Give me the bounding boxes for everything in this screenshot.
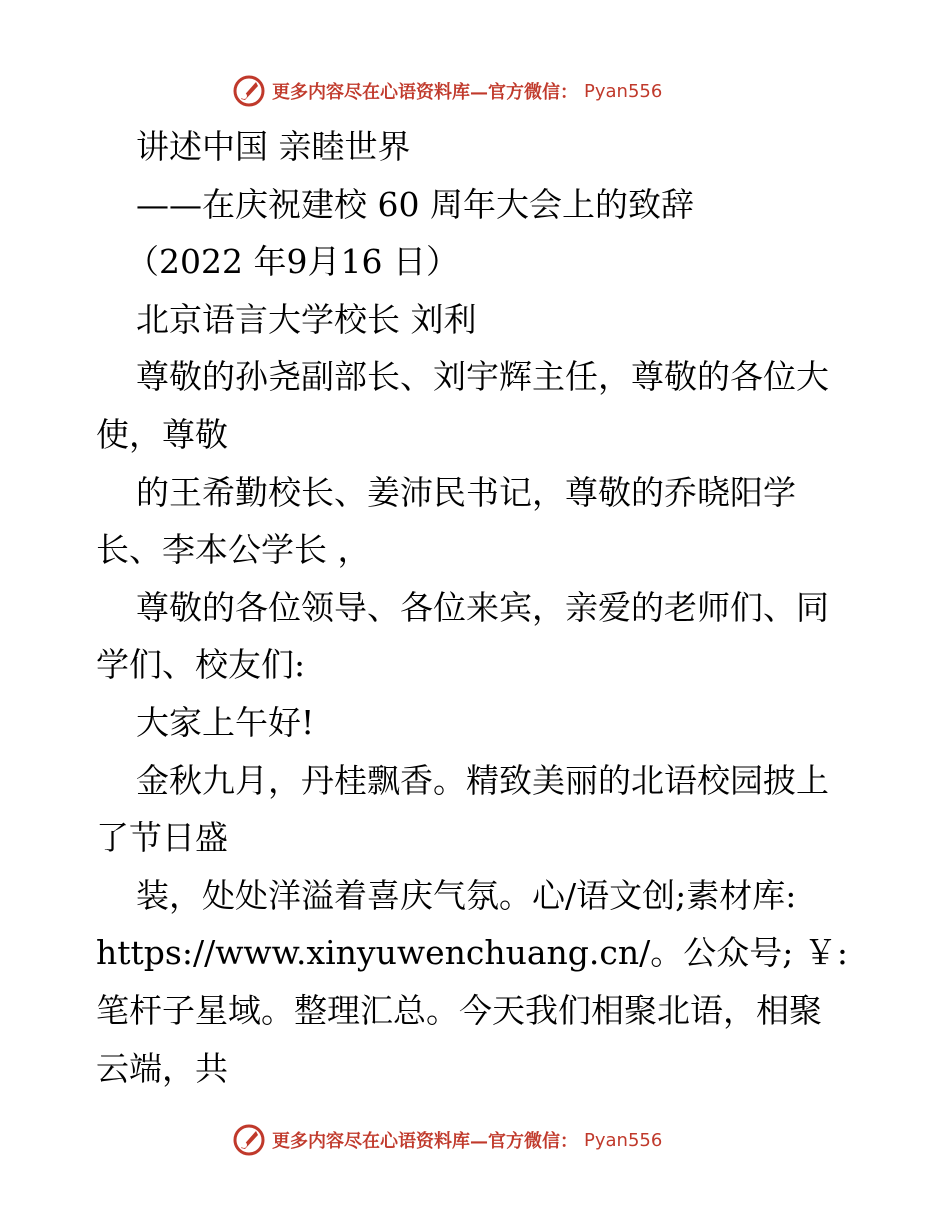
banner-wechat-handle: Pyan556	[584, 80, 663, 102]
document-date: （2022 年9月16 日）	[126, 242, 459, 282]
body-line: 学们、校友们:	[96, 645, 306, 685]
banner-text: 更多内容尽在心语资料库—官方微信：	[272, 82, 578, 103]
body-line: 金秋九月，丹桂飘香。精致美丽的北语校园披上	[136, 760, 829, 800]
banner-wechat-handle: Pyan556	[584, 1129, 663, 1151]
footer-banner	[232, 1123, 662, 1157]
body-line: 使，尊敬	[96, 414, 228, 454]
quill-logo-icon	[232, 74, 266, 108]
document-body	[96, 118, 856, 1097]
banner-text: 更多内容尽在心语资料库—官方微信：	[272, 1131, 578, 1152]
body-line: 笔杆子星域。整理汇总。今天我们相聚北语，相聚	[96, 990, 822, 1030]
body-line: 大家上午好!	[136, 702, 315, 742]
body-line: https://www.xinyuwenchuang.cn/。公众号; ￥:	[96, 933, 848, 973]
body-line: 的王希勤校长、姜沛民书记，尊敬的乔晓阳学	[136, 472, 796, 512]
body-line: 尊敬的孙尧副部长、刘宇辉主任，尊敬的各位大	[136, 357, 829, 397]
body-line: 装，处处洋溢着喜庆气氛。心/语文创;素材库:	[136, 875, 797, 915]
document-subtitle: ——在庆祝建校 60 周年大会上的致辞	[136, 184, 694, 224]
body-line: 长、李本公学长 ，	[96, 530, 371, 570]
document-title: 讲述中国 亲睦世界	[136, 127, 411, 166]
body-line: 云端，共	[96, 1048, 228, 1088]
quill-logo-icon	[232, 1123, 266, 1157]
header-banner	[232, 74, 662, 108]
document-author: 北京语言大学校长 刘利	[136, 299, 477, 339]
body-line: 了节日盛	[96, 818, 228, 858]
body-line: 尊敬的各位领导、各位来宾，亲爱的老师们、同	[136, 587, 829, 627]
